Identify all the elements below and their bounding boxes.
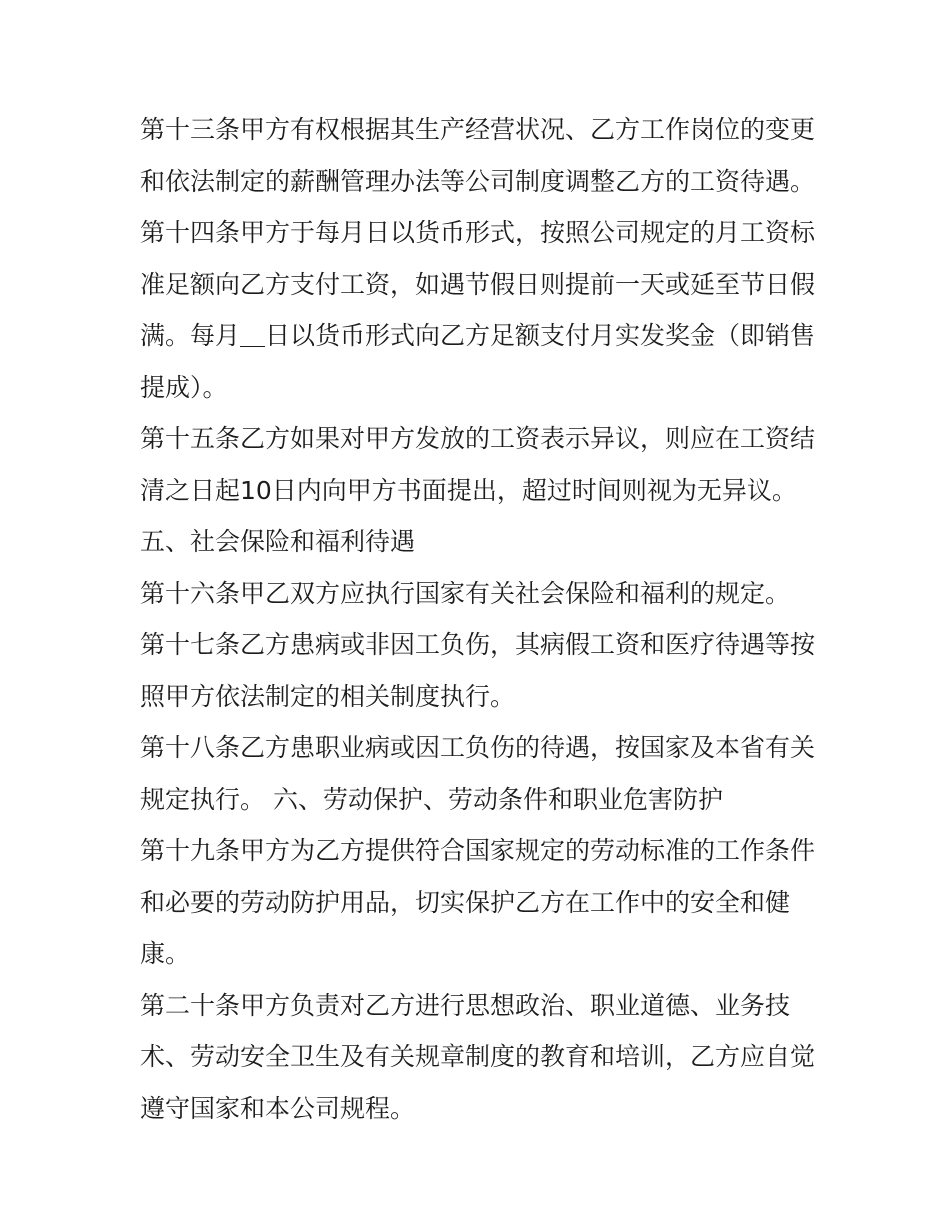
article-20-paragraph: 第二十条甲方负责对乙方进行思想政治、职业道德、业务技术、劳动安全卫生及有关规章制度的教育和培训，乙方应自觉遵守国家和本公司规程。	[140, 990, 816, 1123]
section-5-heading: 五、社会保险和福利待遇	[140, 527, 416, 556]
article-13-paragraph: 第十三条甲方有权根据其生产经营状况、乙方工作岗位的变更和依法制定的薪酬管理办法等公司制度调整乙方的工资待遇。	[140, 115, 816, 196]
article-17-paragraph: 第十七条乙方患病或非因工负伤，其病假工资和医疗待遇等按照甲方依法制定的相关制度执行。	[140, 630, 816, 711]
article-18-paragraph: 第十八条乙方患职业病或因工负伤的待遇，按国家及本省有关规定执行。 六、劳动保护、劳动条件和职业危害防护	[140, 733, 816, 814]
article-15-paragraph: 第十五条乙方如果对甲方发放的工资表示异议，则应在工资结清之日起10日内向甲方书面提出，超过时间则视为无异议。	[140, 424, 816, 505]
article-19-paragraph: 第十九条甲方为乙方提供符合国家规定的劳动标准的工作条件和必要的劳动防护用品，切实保护乙方在工作中的安全和健康。	[140, 836, 816, 968]
article-14-paragraph: 第十四条甲方于每月日以货币形式，按照公司规定的月工资标准足额向乙方支付工资，如遇节假日则提前一天或延至节日假满。每月＿日以货币形式向乙方足额支付月实发奖金（即销售提成）。	[140, 218, 816, 402]
document-body	[140, 104, 820, 1134]
article-16-paragraph: 第十六条甲乙双方应执行国家有关社会保险和福利的规定。	[140, 578, 791, 608]
